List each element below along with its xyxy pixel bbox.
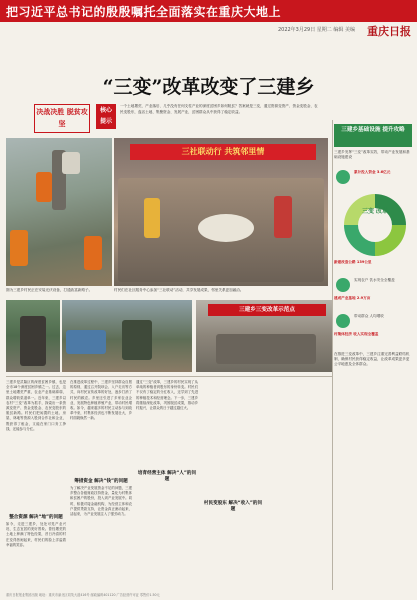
caption-left: 图为三建乡村民正在安装光伏设备，打通致富新路子。 bbox=[6, 288, 93, 292]
worker-figure bbox=[10, 230, 28, 266]
body-column-1: 三建乡是武隆区的深度贫困乡镇，也是全市18个深度贫困乡镇之一。过去，这里土地撂荒严重，农业产业基础薄弱，群众增收渠道单一。近年来，三建乡以农村“三变”改革为抓手，探索出一条资源变资产、资金变股金、农民变股东的脱贫新路。村民们把闲置的土地、房屋、林地等资源入股到合作社和企业，既获得了租金，又能在家门口务工挣钱，还能参与分红。 bbox=[6, 380, 66, 431]
demo-banner: 三建乡三变改革示范点 bbox=[208, 304, 326, 316]
income-icon bbox=[336, 314, 350, 328]
blue-roof bbox=[66, 330, 106, 354]
person-figure bbox=[122, 320, 152, 360]
top-banner bbox=[0, 0, 417, 22]
paper-logo: 重庆日报 bbox=[367, 25, 411, 38]
subhead-2: 筹措资金 解决“钱”的问题 bbox=[74, 479, 128, 484]
sidebar-title: 三建乡基础设施 提升攻略 bbox=[334, 124, 412, 147]
sidebar-intro: 三建乡发挥“三变”改革实效，带动产业发展和基础设施建设 bbox=[334, 150, 410, 160]
sidebar-note: 在推进三变改革中，三建乡注重完善利益联结机制，确保村民获得稳定收益，让改革成果更多更公平地惠及全体群众。 bbox=[334, 352, 410, 367]
masthead bbox=[0, 22, 417, 40]
body-column-4: 通过“三变”改革，三建乡的村民实现了从单纯的种植者到股东的身份转变。村民们不仅有了稳定的分红收入，还学到了先进的种植技术和经营理念。下一步，三建乡将继续深化改革，巩固脱贫成果，推动乡村振兴，让群众的日子越过越红火。 bbox=[136, 380, 198, 411]
divider bbox=[6, 376, 332, 377]
issue-date: 2022年3月29日 星期二 编辑 美编 bbox=[277, 27, 355, 33]
photo-community-event bbox=[114, 138, 328, 286]
person-figure bbox=[144, 198, 160, 238]
photo-farmer bbox=[6, 300, 60, 372]
sidebar-stat-5: 带动群众 人均增收 bbox=[354, 314, 384, 318]
subhead-4: 村民变股东 解决“收入”的问题 bbox=[203, 501, 263, 512]
subhead-1: 整合资源 解决“地”的问题 bbox=[9, 515, 63, 520]
event-banner-text: 三社联动行 共筑邻里情 bbox=[181, 147, 265, 156]
farmer-figure bbox=[20, 316, 46, 366]
stat-value: 村集体经济 收入实现全覆盖 bbox=[334, 332, 379, 336]
column-logo: 决战决胜 脱贫攻坚 bbox=[34, 104, 90, 133]
event-banner bbox=[130, 144, 316, 160]
water-icon bbox=[336, 278, 350, 292]
photo-solar-install bbox=[6, 138, 112, 286]
sidebar-stat-1 bbox=[354, 170, 412, 190]
worker-figure bbox=[36, 172, 52, 202]
sidebar-stat-3: 实现农户 饮水安全全覆盖 bbox=[354, 278, 395, 282]
table bbox=[198, 214, 254, 242]
body-column-3: 为了解决产业发展资金不足的问题，三建乡整合各级财政扶持资金，量化为村集体和贫困户的股份，投入到产业发展中。同时，积极对接金融机构，为经营主体和农户提供贷款支持，让资金真正流动起来、活起来，为产业发展注入了强劲动力。 bbox=[70, 486, 132, 517]
lead-paragraph: 一个土地撂荒、产业落后、几乎没有任何支柱产业的深度贫困乡如何脱贫？答案就是三变，通过资源变资产、资金变股金、农民变股东，盘活土地、集聚资金、发展产业，贫困群众从中获得了稳定收益。 bbox=[120, 104, 318, 114]
caption-center: 村民们在社区服务中心参加“三社联动”活动，共享发展成果，邻里关系更加融洽。 bbox=[114, 288, 244, 292]
solar-panel bbox=[62, 152, 80, 174]
worker-figure bbox=[84, 236, 102, 270]
road-icon bbox=[336, 170, 350, 184]
page-footer: 重庆日报报业集团出版 地址：重庆市渝北区同茂大道416号 邮政编码401120 广告经营许可证 零售价1.50元 bbox=[6, 593, 160, 597]
person-figure bbox=[274, 196, 292, 238]
subhead-3: 培育经营主体 解决“人”的问题 bbox=[137, 471, 197, 482]
sidebar-stat-2 bbox=[334, 260, 412, 274]
photo-village-view bbox=[62, 300, 192, 372]
sidebar-divider bbox=[332, 120, 333, 590]
banner-title: 把习近平总书记的殷殷嘱托全面落实在重庆大地上 bbox=[6, 5, 282, 19]
sidebar-stat-6 bbox=[334, 332, 412, 346]
page-headline: “三变”改革改变了三建乡 bbox=[102, 76, 315, 98]
stat-value: 建成产业基地 2.9万亩 bbox=[334, 296, 371, 300]
sidebar-stat-4 bbox=[334, 296, 412, 310]
stat-value: 新建改造公路 139公里 bbox=[334, 260, 372, 264]
crowd bbox=[216, 334, 316, 364]
stat-value: 累计投入资金 3.6亿元 bbox=[354, 170, 391, 174]
ring-label: 三变 改革 bbox=[358, 208, 392, 242]
core-tag: 核心 提示 bbox=[96, 104, 116, 129]
body-column-5: 如今，走进三建乡，处处可见产业兴旺、生态宜居的美好景象。曾经撂荒的土地上种满了特色经果，昔日冷清的村庄变得热闹起来，村民们的脸上洋溢着幸福的笑容。 bbox=[6, 522, 66, 547]
body-column-2: 在推进改革过程中，三建乡坚持群众自愿的原则，通过召开院坝会、入户走访等方式，向村民宣传改革的好处，逐步打消了村民的顾虑。乡里还引进了多家农业企业，发展特色种植养殖产业，带动村民增收。如今，越来越多的村民主动参与到改革中来，村集体经济也不断发展壮大，乡村面貌焕然一新。 bbox=[70, 380, 132, 421]
